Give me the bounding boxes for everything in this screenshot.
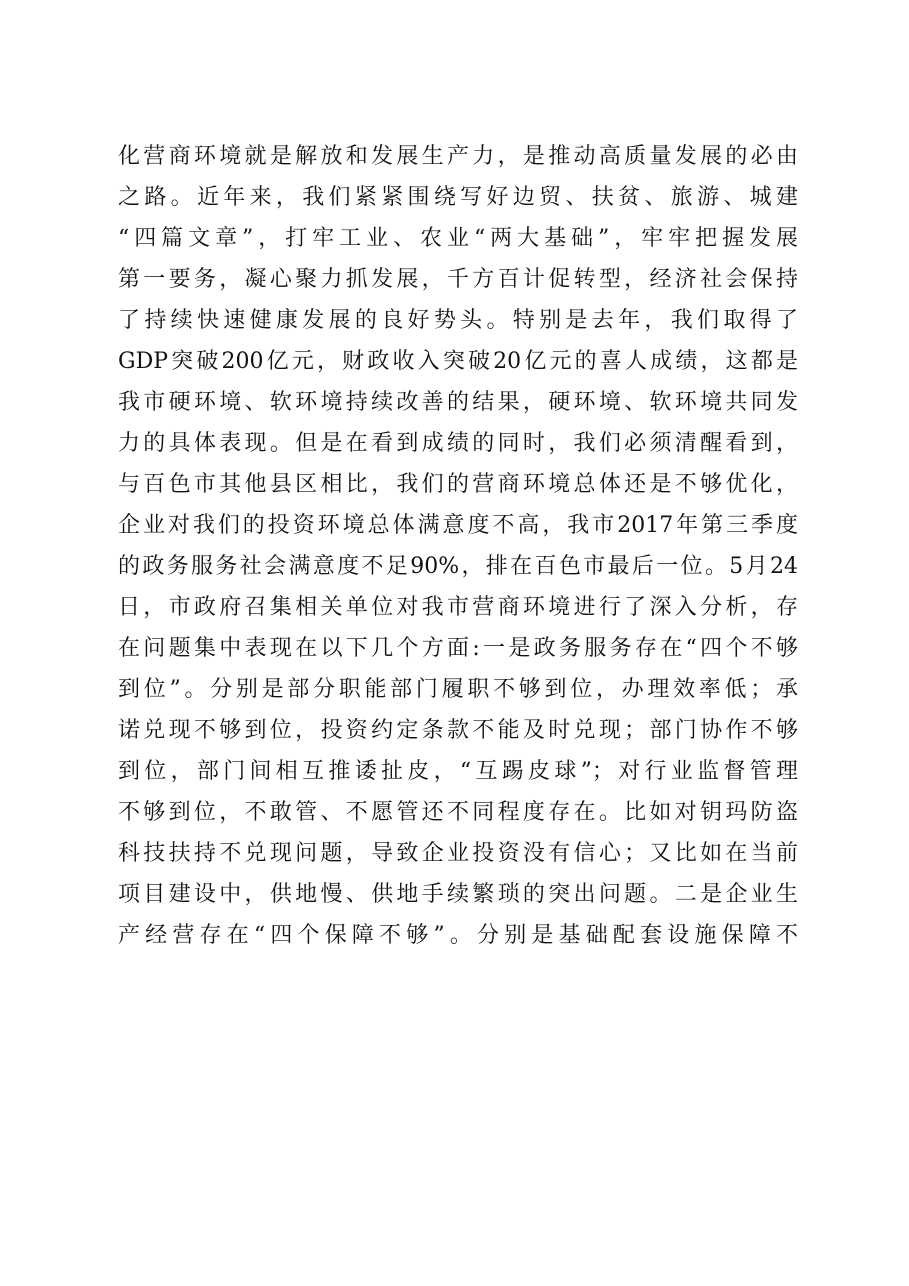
text-line: 与百色市其他县区相比，我们的营商环境总体还是不够优化， (118, 472, 798, 497)
text-line: “四篇文章”，打牢工业、农业“两大基础”，牢牢把握发展 (118, 226, 798, 251)
text-line: 企业对我们的投资环境总体满意度不高，我市2017年第三季度 (118, 513, 798, 538)
text-line: GDP突破200亿元，财政收入突破20亿元的喜人成绩，这都是 (118, 349, 798, 374)
text-line: 的政务服务社会满意度不足90%，排在百色市最后一位。5月24 (118, 554, 798, 579)
text-line: 不够到位，不敢管、不愿管还不同程度存在。比如对钥玛防盗 (118, 800, 798, 825)
text-line: 化营商环境就是解放和发展生产力，是推动高质量发展的必由 (118, 144, 798, 169)
text-line: 了持续快速健康发展的良好势头。特别是去年，我们取得了 (118, 308, 798, 333)
body-paragraph (118, 136, 798, 956)
text-line: 之路。近年来，我们紧紧围绕写好边贸、扶贫、旅游、城建 (118, 185, 798, 210)
text-line: 诺兑现不够到位，投资约定条款不能及时兑现；部门协作不够 (118, 718, 798, 743)
text-line: 第一要务，凝心聚力抓发展，千方百计促转型，经济社会保持 (118, 267, 798, 292)
text-line: 日，市政府召集相关单位对我市营商环境进行了深入分析，存 (118, 595, 798, 620)
text-line: 到位，部门间相互推诿扯皮，“互踢皮球”；对行业监督管理 (118, 759, 798, 784)
text-line: 项目建设中，供地慢、供地手续繁琐的突出问题。二是企业生 (118, 882, 798, 907)
text-line: 我市硬环境、软环境持续改善的结果，硬环境、软环境共同发 (118, 390, 798, 415)
text-line: 产经营存在“四个保障不够”。分别是基础配套设施保障不 (118, 923, 798, 948)
text-line: 在问题集中表现在以下几个方面:一是政务服务存在“四个不够 (118, 636, 798, 661)
text-line: 力的具体表现。但是在看到成绩的同时，我们必须清醒看到， (118, 431, 798, 456)
text-line: 到位”。分别是部分职能部门履职不够到位，办理效率低；承 (118, 677, 798, 702)
text-line: 科技扶持不兑现问题，导致企业投资没有信心；又比如在当前 (118, 841, 798, 866)
